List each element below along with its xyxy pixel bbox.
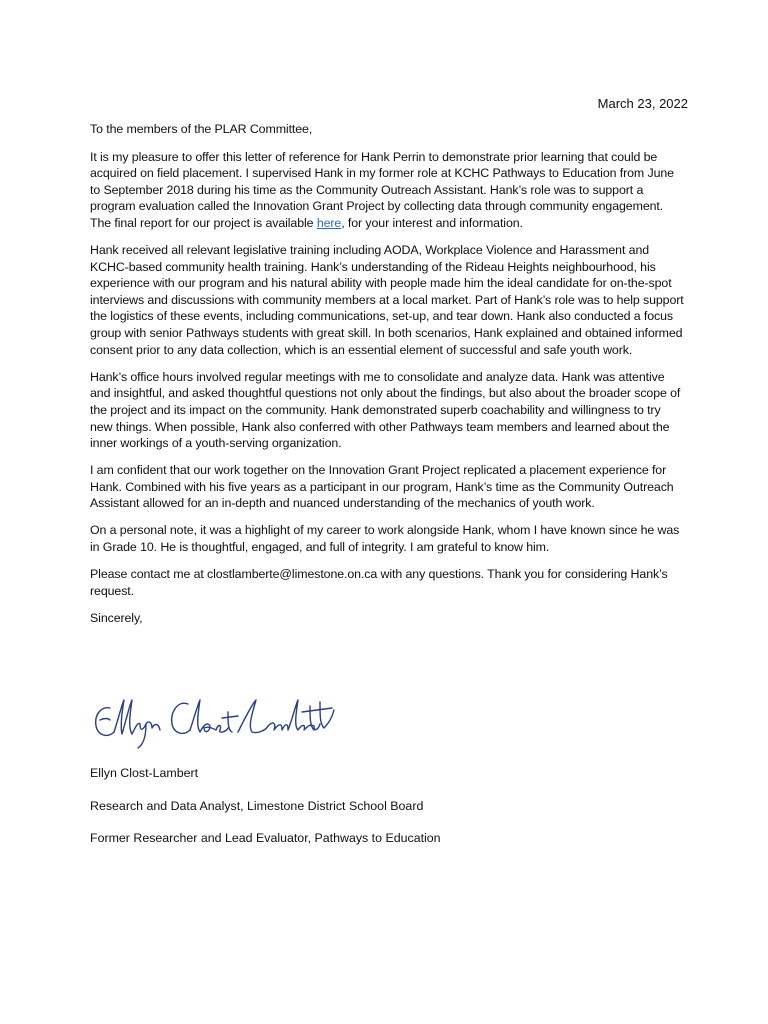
letter-body (90, 121, 685, 637)
paragraph-4: I am confident that our work together on the Innovation Grant Project replicated a placement experience for Hank. Combined with his five years as a participant in our program, Hank’s time as the Community Outreach Assistant allowed for an in-depth and nuanced understanding of the mechanics of youth work. (90, 463, 674, 511)
letter-date: March 23, 2022 (597, 96, 688, 111)
paragraph-3: Hank’s office hours involved regular meetings with me to consolidate and analyze data. Hank was attentive and insightful, and asked thoughtful questions not only about the findings, but also about the broader scope of the project and its impact on the community. Hank demonstrated superb coachability and willingness to try new things. When possible, Hank also conferred with other Pathways team members and learned about the inner workings of a youth-serving organization. (90, 369, 681, 451)
paragraph-1 (90, 149, 685, 232)
closing: Sincerely, (90, 610, 143, 625)
salutation: To the members of the PLAR Committee, (90, 122, 313, 136)
paragraph-6: Please contact me at clostlamberte@limestone.on.ca with any questions. Thank you for considering Hank’s request. (90, 567, 668, 598)
report-link[interactable]: here (316, 215, 342, 230)
paragraph-5: On a personal note, it was a highlight of my career to work alongside Hank, whom I have known since he was in Grade 10. He is thoughtful, engaged, and full of integrity. I am grateful to know him. (90, 523, 680, 555)
paragraph-1-text: It is my pleasure to offer this letter of reference for Hank Perrin to demonstrate prior learning that could be acquired on field placement. I supervised Hank in my former role at KCHC Pathways to Education from June to September 2018 during his time as the Community Outreach Assistant. Hank’s role was to support a program evaluation called the Innovation Grant Project by collecting data through community engagement. The final report for our project is available (90, 149, 674, 230)
signer-name: Ellyn Clost-Lambert (90, 766, 199, 780)
paragraph-2: Hank received all relevant legislative training including AODA, Workplace Violence and Harassment and KCHC-based community health training. Hank’s understanding of the Rideau Heights neighbourhood, his experience with our program and his natural ability with people made him the ideal candidate for on-the-spot interviews and discussions with community members at a local market. Part of Hank’s role was to help support the logistics of these events, including communications, set-up, and tear down. Hank also conducted a focus group with senior Pathways students with great skill. In both scenarios, Hank explained and obtained informed consent prior to any data collection, which is an essential element of successful and safe youth work. (90, 243, 684, 357)
paragraph-1-tail: , for your interest and information. (341, 215, 523, 230)
handwritten-signature (88, 690, 338, 752)
signer-title-current: Research and Data Analyst, Limestone District School Board (90, 798, 424, 813)
signature-block (90, 765, 590, 863)
signer-title-former: Former Researcher and Lead Evaluator, Pathways to Education (90, 831, 441, 846)
